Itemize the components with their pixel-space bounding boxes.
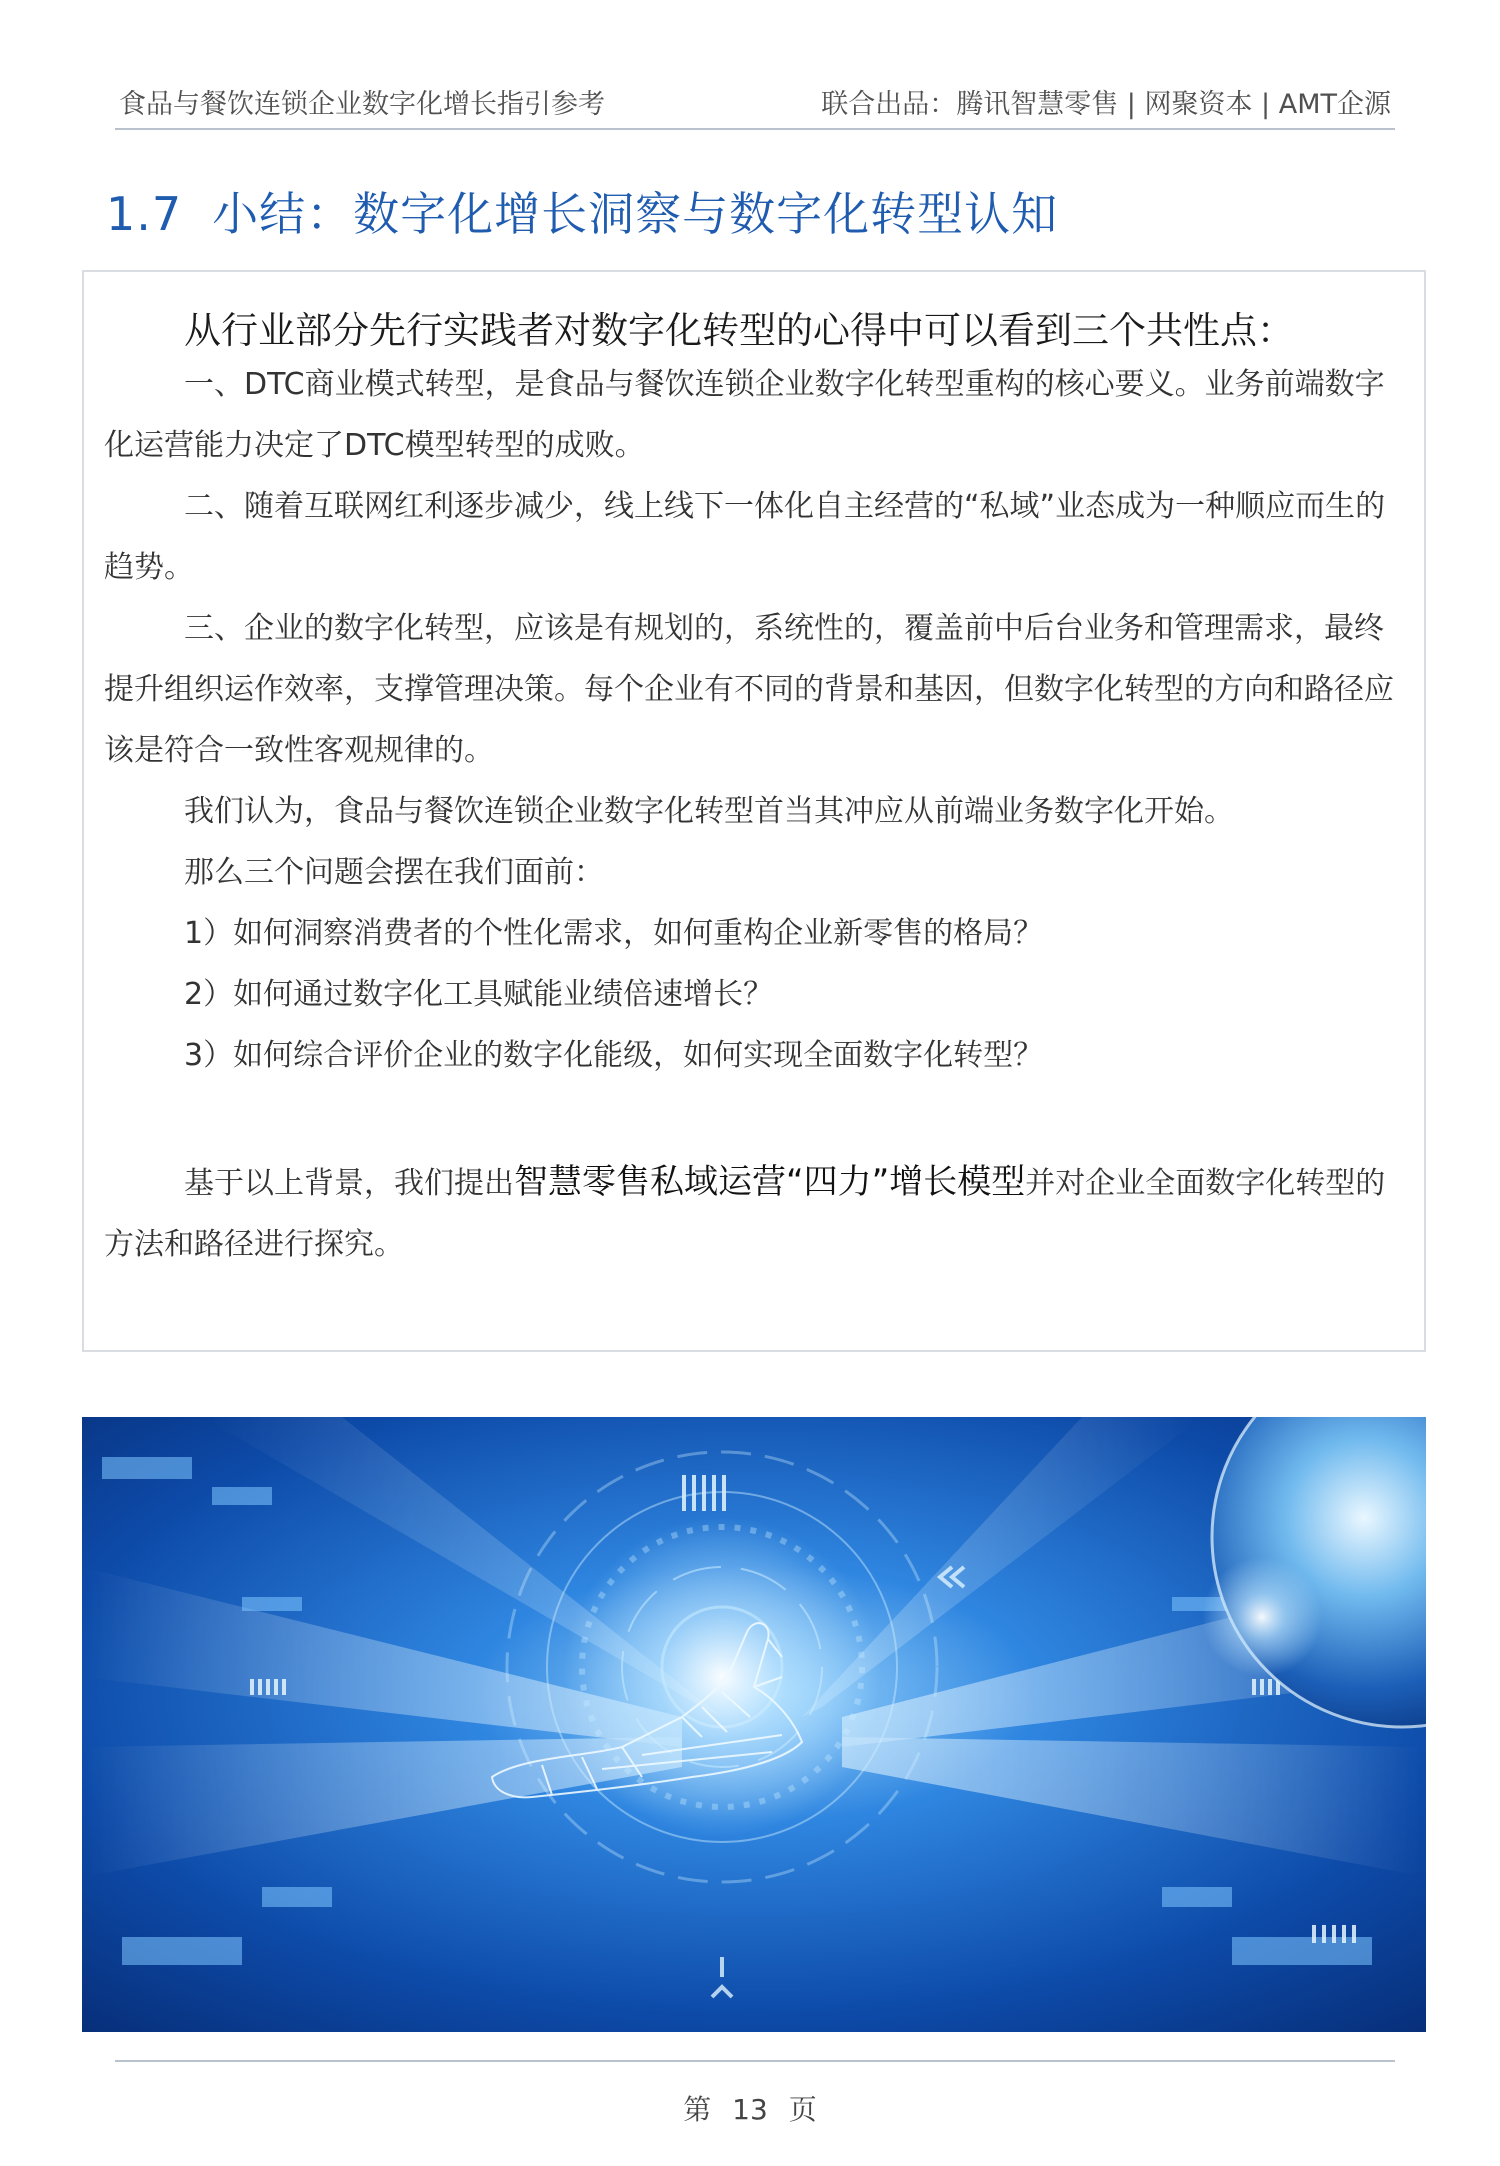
conclusion-model-name: 智慧零售私域运营“四力”增长模型: [514, 1162, 1026, 1202]
section-heading: [106, 178, 1058, 244]
summary-question-2: 2）如何通过数字化工具赋能业绩倍速增长？: [184, 977, 774, 1012]
summary-questions-intro: 那么三个问题会摆在我们面前：: [184, 855, 604, 890]
section-title: 小结：数字化增长洞察与数字化转型认知: [212, 187, 1059, 241]
summary-point-2: 二、随着互联网红利逐步减少，线上线下一体化自主经营的“私域”业态成为一种顺应而生的趋势。: [104, 489, 1386, 585]
header-document-title: 食品与餐饮连锁企业数字化增长指引参考: [119, 89, 605, 120]
summary-conclusion: [104, 1152, 1408, 1275]
page-number: 第 13 页: [683, 2093, 817, 2126]
tech-hand-illustration: [82, 1417, 1426, 2032]
section-number: 1.7: [106, 187, 183, 241]
page-header: [115, 78, 1395, 130]
summary-point-1: 一、DTC商业模式转型，是食品与餐饮连锁企业数字化转型重构的核心要义。业务前端数字化运营能力决定了DTC模型转型的成败。: [104, 367, 1385, 463]
summary-box: [82, 270, 1426, 1352]
summary-lead: 从行业部分先行实践者对数字化转型的心得中可以看到三个共性点：: [184, 309, 1294, 352]
summary-point-3: 三、企业的数字化转型，应该是有规划的，系统性的，覆盖前中后台业务和管理需求，最终提升组织运作效率，支撑管理决策。每个企业有不同的背景和基因，但数字化转型的方向和路径应该是符合一致性客观规律的。: [104, 611, 1394, 768]
conclusion-suffix: 并对企业全面数字化转型的方法和路径进行探究。: [104, 1166, 1386, 1262]
summary-question-3: 3）如何综合评价企业的数字化能级，如何实现全面数字化转型？: [184, 1038, 1044, 1073]
summary-question-1: 1）如何洞察消费者的个性化需求，如何重构企业新零售的格局？: [184, 916, 1044, 951]
footer-rule: [115, 2060, 1395, 2062]
summary-belief: 我们认为，食品与餐饮连锁企业数字化转型首当其冲应从前端业务数字化开始。: [184, 794, 1234, 829]
header-publisher: 联合出品：腾讯智慧零售 | 网聚资本 | AMT企源: [821, 89, 1391, 120]
conclusion-prefix: 基于以上背景，我们提出: [184, 1166, 514, 1201]
illustration-canvas: [82, 1417, 1426, 2032]
